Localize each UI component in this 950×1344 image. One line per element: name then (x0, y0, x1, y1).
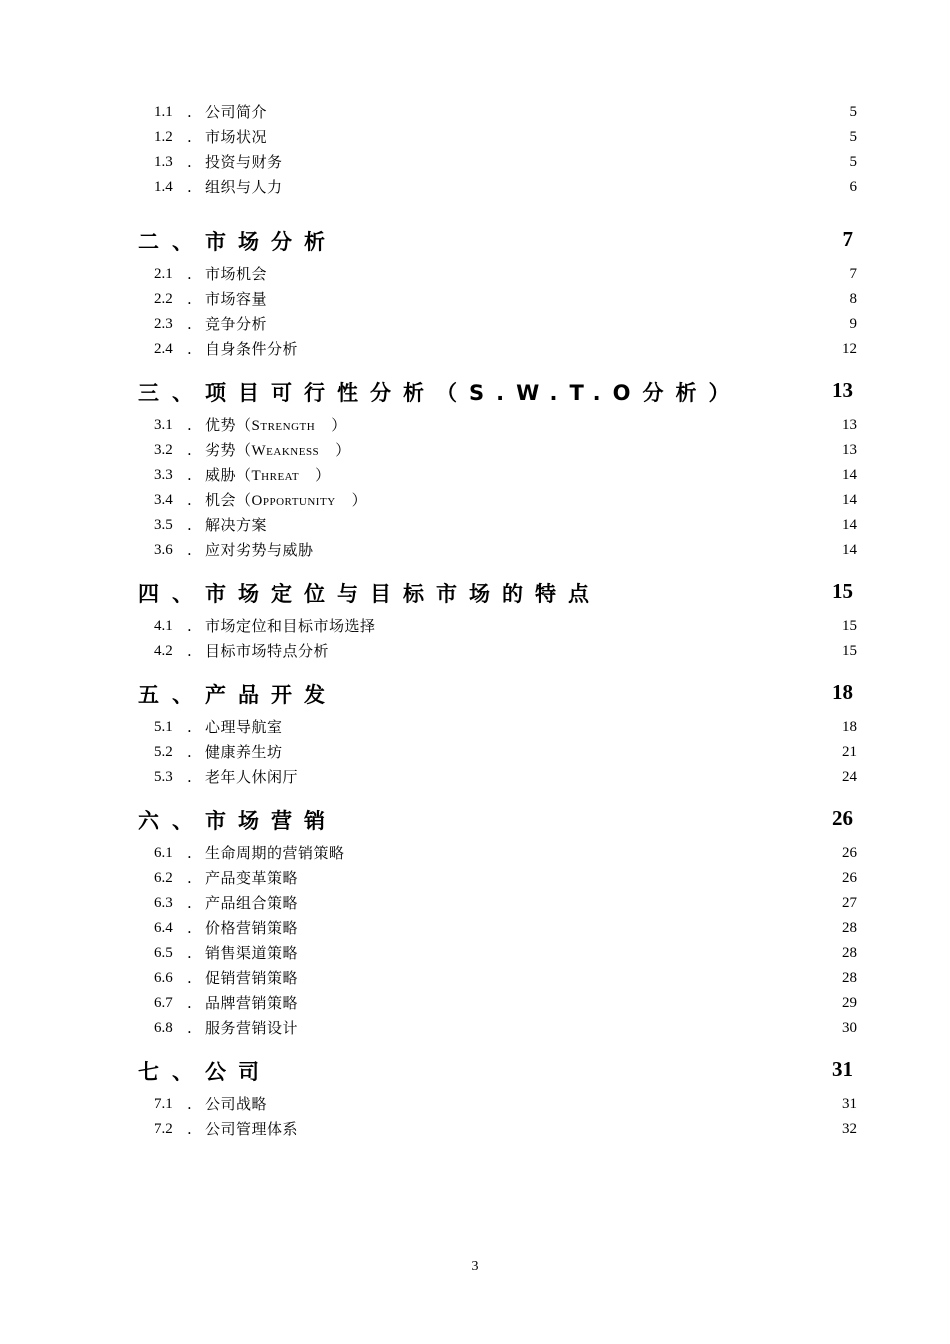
toc-entry-number: 5.3 (154, 769, 173, 785)
toc-entry-page: 21 (842, 744, 857, 760)
section-heading-page: 18 (832, 680, 853, 704)
toc-entry-page: 15 (842, 618, 857, 634)
toc-entry-separator: . (187, 128, 192, 146)
section-heading-number: 三、 (138, 381, 206, 405)
toc-entry-page: 5 (849, 104, 857, 120)
toc-entry[interactable] (0, 1092, 950, 1117)
toc-entry-title: 公司战略 (205, 1095, 268, 1113)
toc-entry-page: 5 (849, 129, 857, 145)
toc-section (0, 1056, 950, 1142)
toc-entry-page: 18 (842, 719, 857, 735)
toc-entry-page: 14 (842, 517, 857, 533)
toc-entry-separator: . (187, 1095, 192, 1113)
toc-entry-separator: . (187, 103, 192, 121)
toc-entry-separator: . (187, 153, 192, 171)
toc-entry[interactable] (0, 740, 950, 765)
toc-entry-number: 3.2 (154, 442, 173, 458)
toc-entry-title: 机会（Opportunity ） (205, 491, 368, 509)
toc-entry-page: 14 (842, 542, 857, 558)
toc-section-heading[interactable] (0, 226, 950, 252)
toc-entry-number: 6.4 (154, 920, 173, 936)
toc-entry-title: 老年人休闲厅 (205, 768, 299, 786)
toc-entry-separator: . (187, 441, 192, 459)
toc-entry-separator: . (187, 1120, 192, 1138)
toc-entry-title: 销售渠道策略 (205, 944, 299, 962)
toc-section-heading[interactable] (0, 578, 950, 604)
toc-entry[interactable] (0, 262, 950, 287)
toc-entry-page: 31 (842, 1096, 857, 1112)
toc-entry-title: 产品变革策略 (205, 869, 299, 887)
toc-entry-number: 6.2 (154, 870, 173, 886)
toc-section (0, 679, 950, 790)
section-heading-page: 31 (832, 1057, 853, 1081)
toc-entry[interactable] (0, 614, 950, 639)
toc-entry-title: 市场机会 (205, 265, 268, 283)
toc-entry-page: 30 (842, 1020, 857, 1036)
toc-entry-title: 投资与财务 (205, 153, 283, 171)
toc-entry-number: 6.6 (154, 970, 173, 986)
toc-entry-number: 2.1 (154, 266, 173, 282)
section-heading-title: 产品开发 (205, 683, 337, 707)
toc-section-1-list (0, 100, 950, 200)
section-heading-page: 26 (832, 806, 853, 830)
toc-entry-title: 心理导航室 (205, 718, 283, 736)
toc-entry[interactable] (0, 891, 950, 916)
toc-entry-number: 2.2 (154, 291, 173, 307)
toc-entry-page: 27 (842, 895, 857, 911)
toc-entry[interactable] (0, 337, 950, 362)
toc-entry-title: 市场定位和目标市场选择 (205, 617, 376, 635)
toc-entry-title: 促销营销策略 (205, 969, 299, 987)
toc-entry-separator: . (187, 340, 192, 358)
toc-entry-number: 5.2 (154, 744, 173, 760)
toc-entry-title: 品牌营销策略 (205, 994, 299, 1012)
toc-entry[interactable] (0, 538, 950, 563)
toc-entry-separator: . (187, 969, 192, 987)
toc-entry[interactable] (0, 312, 950, 337)
section-heading-title: 市场营销 (205, 809, 337, 833)
toc-entry-page: 26 (842, 845, 857, 861)
toc-entry-title: 目标市场特点分析 (205, 642, 330, 660)
toc-section-heading[interactable] (0, 1056, 950, 1082)
toc-entry-page: 28 (842, 920, 857, 936)
toc-entry[interactable] (0, 513, 950, 538)
toc-entry[interactable] (0, 991, 950, 1016)
toc-entry-title: 组织与人力 (205, 178, 283, 196)
toc-entry-number: 1.1 (154, 104, 173, 120)
toc-entry-page: 13 (842, 442, 857, 458)
toc-entry-separator: . (187, 541, 192, 559)
toc-entry[interactable] (0, 1016, 950, 1041)
toc-entry-page: 5 (849, 154, 857, 170)
toc-entry-page: 15 (842, 643, 857, 659)
toc-section-heading[interactable] (0, 377, 950, 403)
section-heading-number: 七、 (138, 1060, 206, 1084)
toc-entry-title: 解决方案 (205, 516, 268, 534)
toc-section (0, 377, 950, 563)
section-heading-page: 13 (832, 378, 853, 402)
toc-entry-separator: . (187, 844, 192, 862)
toc-entry-number: 5.1 (154, 719, 173, 735)
toc-entry-number: 3.1 (154, 417, 173, 433)
toc-entry[interactable] (0, 941, 950, 966)
toc-entry-page: 26 (842, 870, 857, 886)
toc-entry-title: 价格营销策略 (205, 919, 299, 937)
toc-entry-separator: . (187, 919, 192, 937)
toc-entry-title: 市场状况 (205, 128, 268, 146)
toc-entry[interactable] (0, 765, 950, 790)
toc-entry-separator: . (187, 642, 192, 660)
toc-entry[interactable] (0, 125, 950, 150)
section-heading-title: 市场定位与目标市场的特点 (205, 582, 601, 606)
toc-entry-separator: . (187, 617, 192, 635)
table-of-contents (0, 100, 950, 1157)
toc-entry-number: 3.4 (154, 492, 173, 508)
toc-entry-separator: . (187, 743, 192, 761)
toc-entry[interactable] (0, 175, 950, 200)
toc-section-heading[interactable] (0, 679, 950, 705)
toc-entry-separator: . (187, 994, 192, 1012)
toc-entry-title: 产品组合策略 (205, 894, 299, 912)
toc-section (0, 226, 950, 362)
toc-entry-separator: . (187, 1019, 192, 1037)
toc-entry-title: 公司管理体系 (205, 1120, 299, 1138)
section-heading-number: 六、 (138, 809, 206, 833)
toc-entry[interactable] (0, 1117, 950, 1142)
toc-entry-title: 市场容量 (205, 290, 268, 308)
toc-section (0, 578, 950, 664)
toc-entry-page: 14 (842, 492, 857, 508)
toc-entry-separator: . (187, 491, 192, 509)
toc-entry-title: 应对劣势与威胁 (205, 541, 314, 559)
toc-entry-separator: . (187, 265, 192, 283)
toc-entry[interactable] (0, 100, 950, 125)
section-heading-number: 二、 (138, 230, 206, 254)
toc-entry-number: 4.2 (154, 643, 173, 659)
toc-entry-title: 竞争分析 (205, 315, 268, 333)
toc-entry-page: 24 (842, 769, 857, 785)
toc-entry[interactable] (0, 866, 950, 891)
toc-entry-page: 9 (849, 316, 857, 332)
toc-entry-page: 12 (842, 341, 857, 357)
toc-entry-title: 服务营销设计 (205, 1019, 299, 1037)
section-heading-page: 7 (842, 227, 853, 251)
toc-entry[interactable] (0, 438, 950, 463)
toc-entry[interactable] (0, 916, 950, 941)
toc-entry[interactable] (0, 413, 950, 438)
toc-entry[interactable] (0, 287, 950, 312)
section-heading-title: 市场分析 (205, 230, 337, 254)
section-heading-title: 公司 (205, 1060, 271, 1084)
toc-entry[interactable] (0, 488, 950, 513)
toc-entry-page: 8 (849, 291, 857, 307)
toc-entry-title: 健康养生坊 (205, 743, 283, 761)
toc-entry-number: 1.2 (154, 129, 173, 145)
toc-entry-number: 6.3 (154, 895, 173, 911)
toc-entry[interactable] (0, 966, 950, 991)
toc-entry-separator: . (187, 944, 192, 962)
toc-section-heading[interactable] (0, 805, 950, 831)
toc-entry[interactable] (0, 639, 950, 664)
toc-entry[interactable] (0, 150, 950, 175)
toc-entry-number: 2.4 (154, 341, 173, 357)
toc-entry-title: 公司简介 (205, 103, 268, 121)
toc-entry-number: 6.8 (154, 1020, 173, 1036)
page-number: 3 (471, 1259, 479, 1274)
toc-entry-separator: . (187, 466, 192, 484)
toc-entry-page: 7 (849, 266, 857, 282)
toc-entry-page: 13 (842, 417, 857, 433)
toc-entry-separator: . (187, 290, 192, 308)
toc-entry-page: 29 (842, 995, 857, 1011)
toc-entry-separator: . (187, 416, 192, 434)
toc-entry-number: 7.2 (154, 1121, 173, 1137)
toc-entry-title: 威胁（Threat ） (205, 466, 331, 484)
toc-entry-page: 14 (842, 467, 857, 483)
toc-entry-number: 3.6 (154, 542, 173, 558)
toc-entry-number: 1.3 (154, 154, 173, 170)
toc-entry-page: 6 (849, 179, 857, 195)
toc-entry-number: 3.5 (154, 517, 173, 533)
toc-entry-separator: . (187, 869, 192, 887)
toc-entry-separator: . (187, 516, 192, 534)
section-heading-number: 四、 (138, 582, 206, 606)
toc-entry-number: 3.3 (154, 467, 173, 483)
section-heading-page: 15 (832, 579, 853, 603)
toc-entry-separator: . (187, 315, 192, 333)
toc-entry-separator: . (187, 718, 192, 736)
toc-entry-page: 32 (842, 1121, 857, 1137)
toc-entry-number: 7.1 (154, 1096, 173, 1112)
toc-entry-title: 优势（Strength ） (205, 416, 347, 434)
toc-entry-number: 6.5 (154, 945, 173, 961)
toc-entry-number: 1.4 (154, 179, 173, 195)
toc-entry-number: 2.3 (154, 316, 173, 332)
toc-section (0, 805, 950, 1041)
toc-entry-title: 生命周期的营销策略 (205, 844, 345, 862)
toc-entry-separator: . (187, 894, 192, 912)
toc-entry-title: 劣势（Weakness ） (205, 441, 351, 459)
toc-entry-separator: . (187, 768, 192, 786)
section-heading-number: 五、 (138, 683, 206, 707)
toc-entry[interactable] (0, 715, 950, 740)
section-heading-title: 项目可行性分析（S.W.T.O分析） (205, 381, 742, 405)
toc-entry-number: 6.7 (154, 995, 173, 1011)
toc-entry[interactable] (0, 841, 950, 866)
toc-entry-page: 28 (842, 970, 857, 986)
toc-entry[interactable] (0, 463, 950, 488)
toc-entry-number: 6.1 (154, 845, 173, 861)
toc-entry-page: 28 (842, 945, 857, 961)
toc-entry-title: 自身条件分析 (205, 340, 299, 358)
toc-entry-number: 4.1 (154, 618, 173, 634)
toc-entry-separator: . (187, 178, 192, 196)
